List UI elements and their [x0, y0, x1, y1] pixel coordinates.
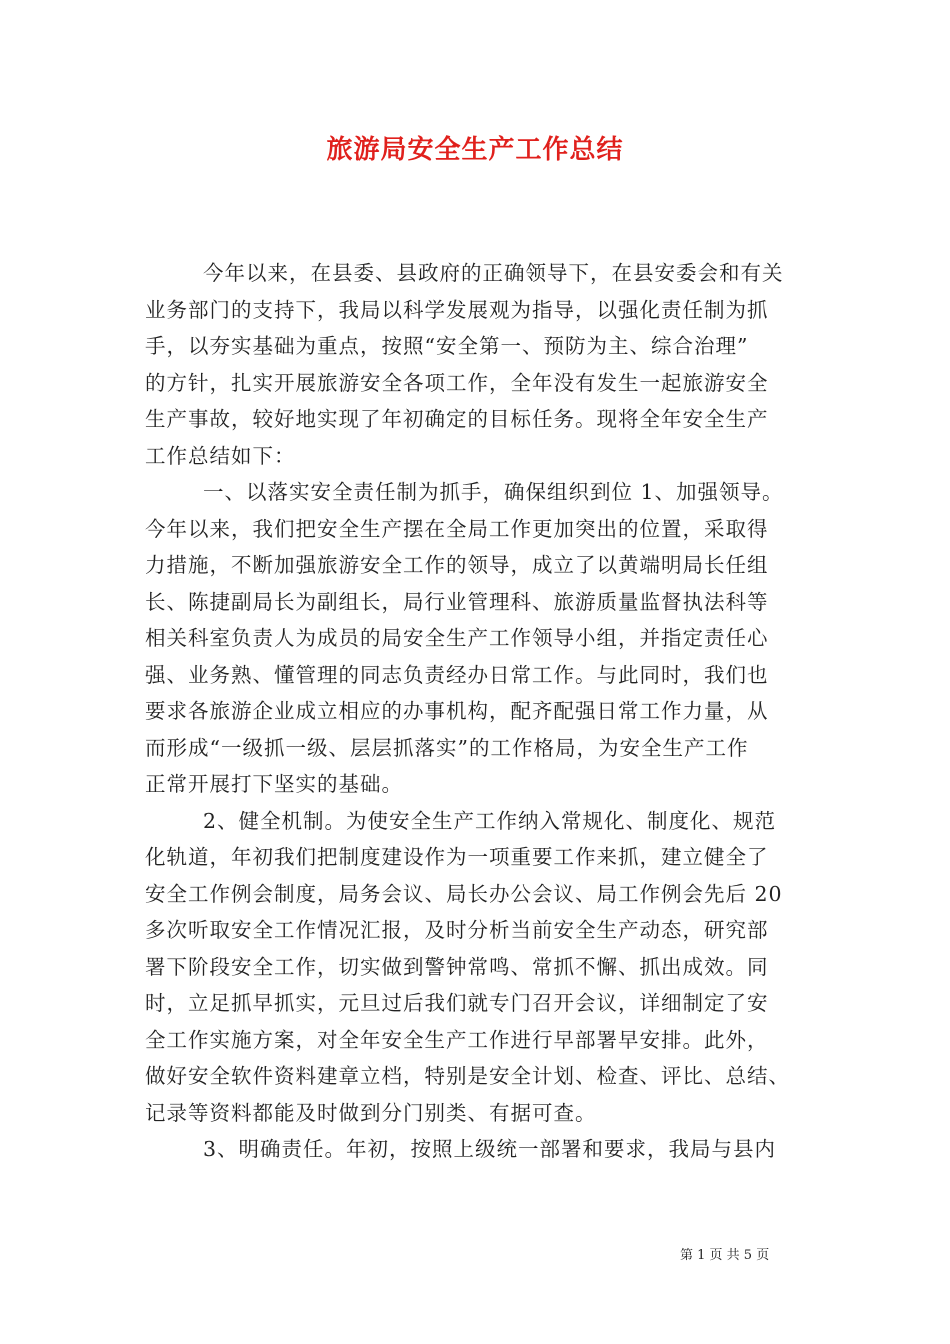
- paragraph-line: 生产事故，较好地实现了年初确定的目标任务。现将全年安全生产: [145, 407, 769, 431]
- paragraph-line: 正常开展打下坚实的基础。: [145, 772, 403, 796]
- paragraph-line: 化轨道，年初我们把制度建设作为一项重要工作来抓，建立健全了: [145, 845, 769, 869]
- paragraph-line: 多次听取安全工作情况汇报，及时分析当前安全生产动态，研究部: [145, 918, 769, 942]
- paragraph-line: 强、业务熟、懂管理的同志负责经办日常工作。与此同时，我们也: [145, 662, 769, 687]
- paragraph-line: 的方针，扎实开展旅游安全各项工作，全年没有发生一起旅游安全: [145, 370, 769, 395]
- paragraph-line: 安全工作例会制度，局务会议、局长办公会议、局工作例会先后 20: [145, 881, 783, 906]
- paragraph-line: 署下阶段安全工作，切实做到警钟常鸣、常抓不懈、抓出成效。同: [145, 954, 769, 979]
- paragraph-line: 业务部门的支持下，我局以科学发展观为指导，以强化责任制为抓: [145, 297, 769, 322]
- paragraph-line: 手，以夯实基础为重点，按照“安全第一、预防为主、综合治理”: [145, 334, 749, 358]
- paragraph-line: 而形成“一级抓一级、层层抓落实”的工作格局，为安全生产工作: [145, 735, 749, 760]
- document-body: [145, 255, 815, 1168]
- page-number-footer: 第 1 页 共 5 页: [680, 1248, 770, 1263]
- paragraph-line: 今年以来，在县委、县政府的正确领导下，在县安委会和有关: [203, 261, 784, 285]
- document-title: 旅游局安全生产工作总结: [326, 135, 624, 165]
- paragraph-line: 长、陈捷副局长为副组长，局行业管理科、旅游质量监督执法科等: [145, 589, 769, 614]
- paragraph-line: 相关科室负责人为成员的局安全生产工作领导小组，并指定责任心: [145, 626, 769, 650]
- paragraph-line: 力措施，不断加强旅游安全工作的领导，成立了以黄端明局长任组: [145, 553, 769, 577]
- paragraph-line: 今年以来，我们把安全生产摆在全局工作更加突出的位置，采取得: [145, 516, 769, 541]
- paragraph-line: 2、健全机制。为使安全生产工作纳入常规化、制度化、规范: [203, 808, 777, 833]
- paragraph-line: 3、明确责任。年初，按照上级统一部署和要求，我局与县内: [203, 1137, 777, 1161]
- paragraph-line: 记录等资料都能及时做到分门别类、有据可查。: [145, 1100, 597, 1125]
- paragraph-line: 工作总结如下：: [145, 443, 296, 468]
- paragraph-line: 做好安全软件资料建章立档，特别是安全计划、检查、评比、总结、: [145, 1064, 790, 1088]
- paragraph-line: 时，立足抓早抓实，元旦过后我们就专门召开会议，详细制定了安: [145, 991, 769, 1015]
- paragraph-line: 要求各旅游企业成立相应的办事机构，配齐配强日常工作力量，从: [145, 699, 769, 723]
- paragraph-line: 全工作实施方案，对全年安全生产工作进行早部署早安排。此外，: [145, 1027, 769, 1052]
- paragraph-line: 一、以落实安全责任制为抓手，确保组织到位 1、加强领导。: [203, 480, 784, 504]
